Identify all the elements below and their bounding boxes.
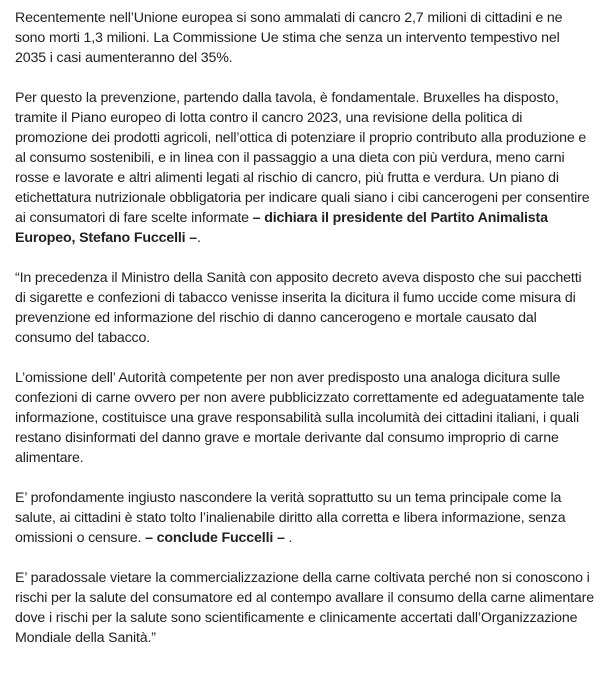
quote-attribution: – dichiara il presidente del Partito Animalista Europeo, Stefano Fuccelli –	[15, 210, 548, 246]
paragraph-prevention-text: Per questo la prevenzione, partendo dalla tavola, è fondamentale. Bruxelles ha disposto, tramite il Piano europeo di lotta contro il cancro 2023, una revisione della politica di promozione dei prodotti agricoli, nell’ottica di potenziare il proprio contributo alla produzione e al consumo sostenibili, e in linea con il passaggio a una dieta con più verdura, meno carni rosse e lavorate e altri alimenti legati al rischio di cancro, più frutta e verdura. Un piano di etichettatura nutrizionale obbligatoria per indicare quali siano i cibi cancerogeni per consentire ai consumatori di fare scelte informate	[15, 90, 590, 226]
paragraph-truth-end: .	[284, 530, 293, 546]
paragraph-intro: Recentemente nell’Unione europea si sono ammalati di cancro 2,7 milioni di cittadini e ne sono morti 1,3 milioni. La Commissione Ue stima che senza un intervento tempestivo nel 2035 i casi aumenteranno del 35%.	[15, 10, 563, 66]
paragraph-truth	[15, 488, 594, 548]
paragraph-paradox: E’ paradossale vietare la commercializzazione della carne coltivata perché non si conoscono i rischi per la salute del consumatore ed al contempo avallare il consumo della carne alimentare dove i rischi per la salute sono scientificamente e clinicamente accertati dall’Organizzazione Mondiale della Sanità.”	[15, 570, 594, 646]
paragraph-prevention-end: .	[197, 230, 201, 246]
paragraph-prevention	[15, 88, 594, 248]
paragraph-tobacco: “In precedenza il Ministro della Sanità con apposito decreto aveva disposto che sui pacchetti di sigarette e confezioni di tabacco venisse inserita la dicitura il fumo uccide come misura di prevenzione ed informazione del rischio di danno cancerogeno e mortale causato dal consumo del tabacco.	[15, 270, 582, 346]
closing-attribution: – conclude Fuccelli –	[145, 530, 285, 546]
paragraph-omission: L’omissione dell’ Autorità competente per non aver predisposto una analoga dicitura sulle confezioni di carne ovvero per non avere pubblicizzato correttamente ed adeguatamente tale informazione, costituisce una grave responsabilità sulla incolumità dei cittadini italiani, i quali restano disinformati del danno grave e mortale derivante dal consumo improprio di carne alimentare.	[15, 370, 585, 466]
paragraph-truth-text: E’ profondamente ingiusto nascondere la verità soprattutto su un tema principale come la salute, ai cittadini è stato tolto l’inalienabile diritto alla corretta e libera informazione, senza omissioni o censure.	[15, 490, 566, 546]
